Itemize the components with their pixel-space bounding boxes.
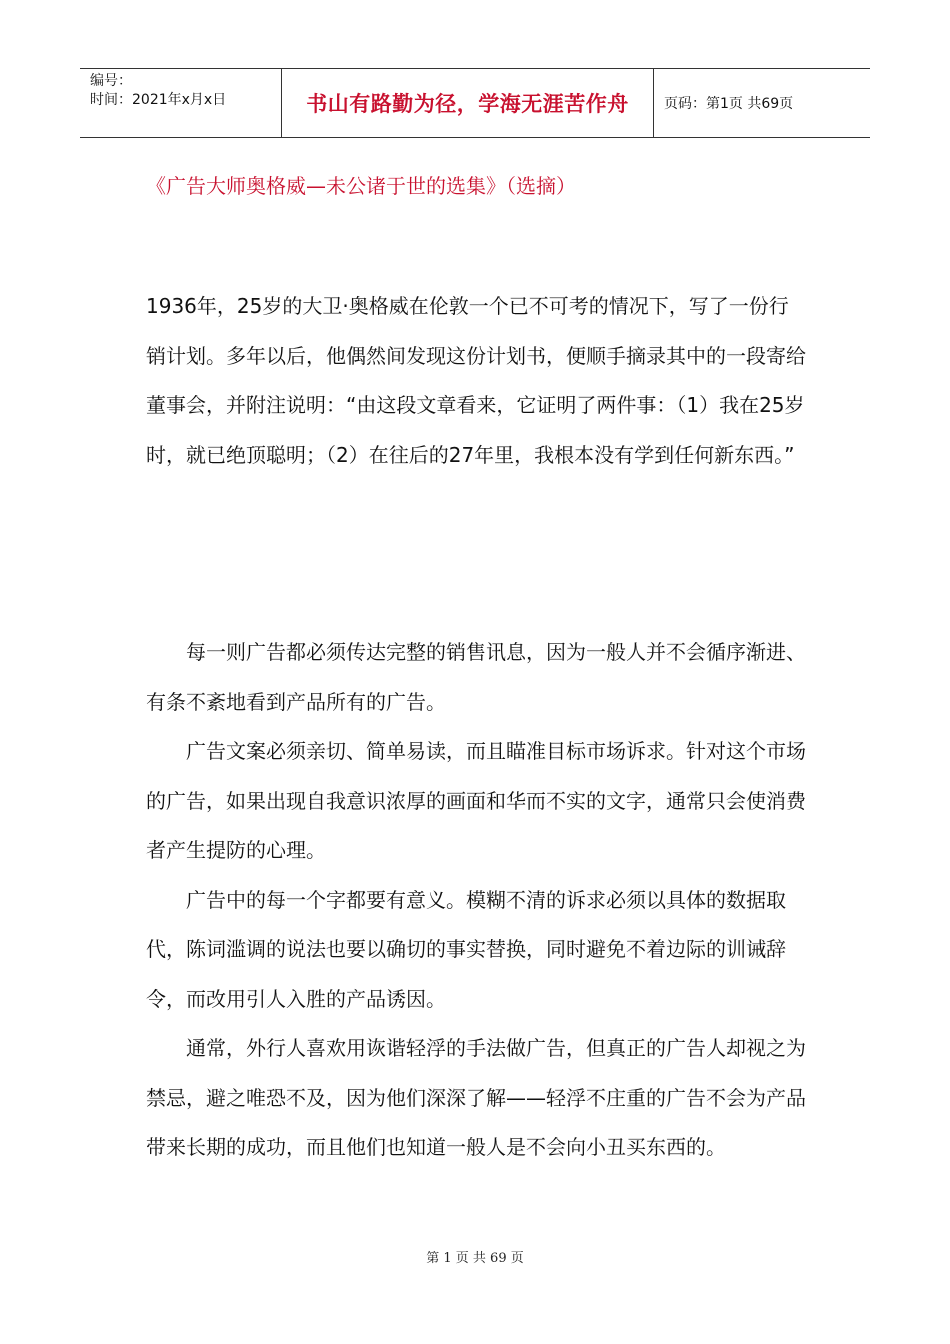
body-paragraph-2: 广告文案必须亲切、简单易读，而且瞄准目标市场诉求。针对这个市场的广告，如果出现自我意识浓厚的画面和华而不实的文字，通常只会使消费者产生提防的心理。	[146, 739, 806, 862]
document-header-table	[80, 68, 870, 138]
page-info-text: 页码：第1页 共69页	[664, 96, 794, 112]
intro-paragraph: 1936年，25岁的大卫·奥格威在伦敦一个已不可考的情况下，写了一份行销计划。多年以后，他偶然间发现这份计划书，便顺手摘录其中的一段寄给董事会，并附注说明：“由这段文章看来，它证明了两件事：（1）我在25岁时，就已绝顶聪明；（2）在往后的27年里，我根本没有学到任何新东西。”	[146, 294, 806, 467]
serial-number-label: 编号：	[90, 73, 132, 89]
header-page-cell	[654, 69, 870, 137]
body-section	[146, 628, 806, 1173]
header-motto-cell	[282, 69, 654, 137]
body-paragraph-4: 通常，外行人喜欢用诙谐轻浮的手法做广告，但真正的广告人却视之为禁忌，避之唯恐不及，因为他们深深了解——轻浮不庄重的广告不会为产品带来长期的成功，而且他们也知道一般人是不会向小丑买东西的。	[146, 1036, 806, 1159]
document-title: 《广告大师奥格威—未公诸于世的选集》（选摘）	[146, 174, 576, 198]
motto-text: 书山有路勤为径，学海无涯苦作舟	[306, 92, 629, 116]
header-meta-cell	[80, 69, 282, 137]
body-paragraph-3: 广告中的每一个字都要有意义。模糊不清的诉求必须以具体的数据取代，陈词滥调的说法也要以确切的事实替换，同时避免不着边际的训诫辞令，而改用引人入胜的产品诱因。	[146, 887, 786, 1011]
page-footer: 第 1 页 共 69 页	[426, 1251, 524, 1266]
intro-section	[146, 282, 806, 480]
body-paragraph-1: 每一则广告都必须传达完整的销售讯息，因为一般人并不会循序渐进、有条不紊地看到产品所有的广告。	[146, 640, 806, 714]
date-label: 时间：2021年x月x日	[90, 92, 227, 108]
